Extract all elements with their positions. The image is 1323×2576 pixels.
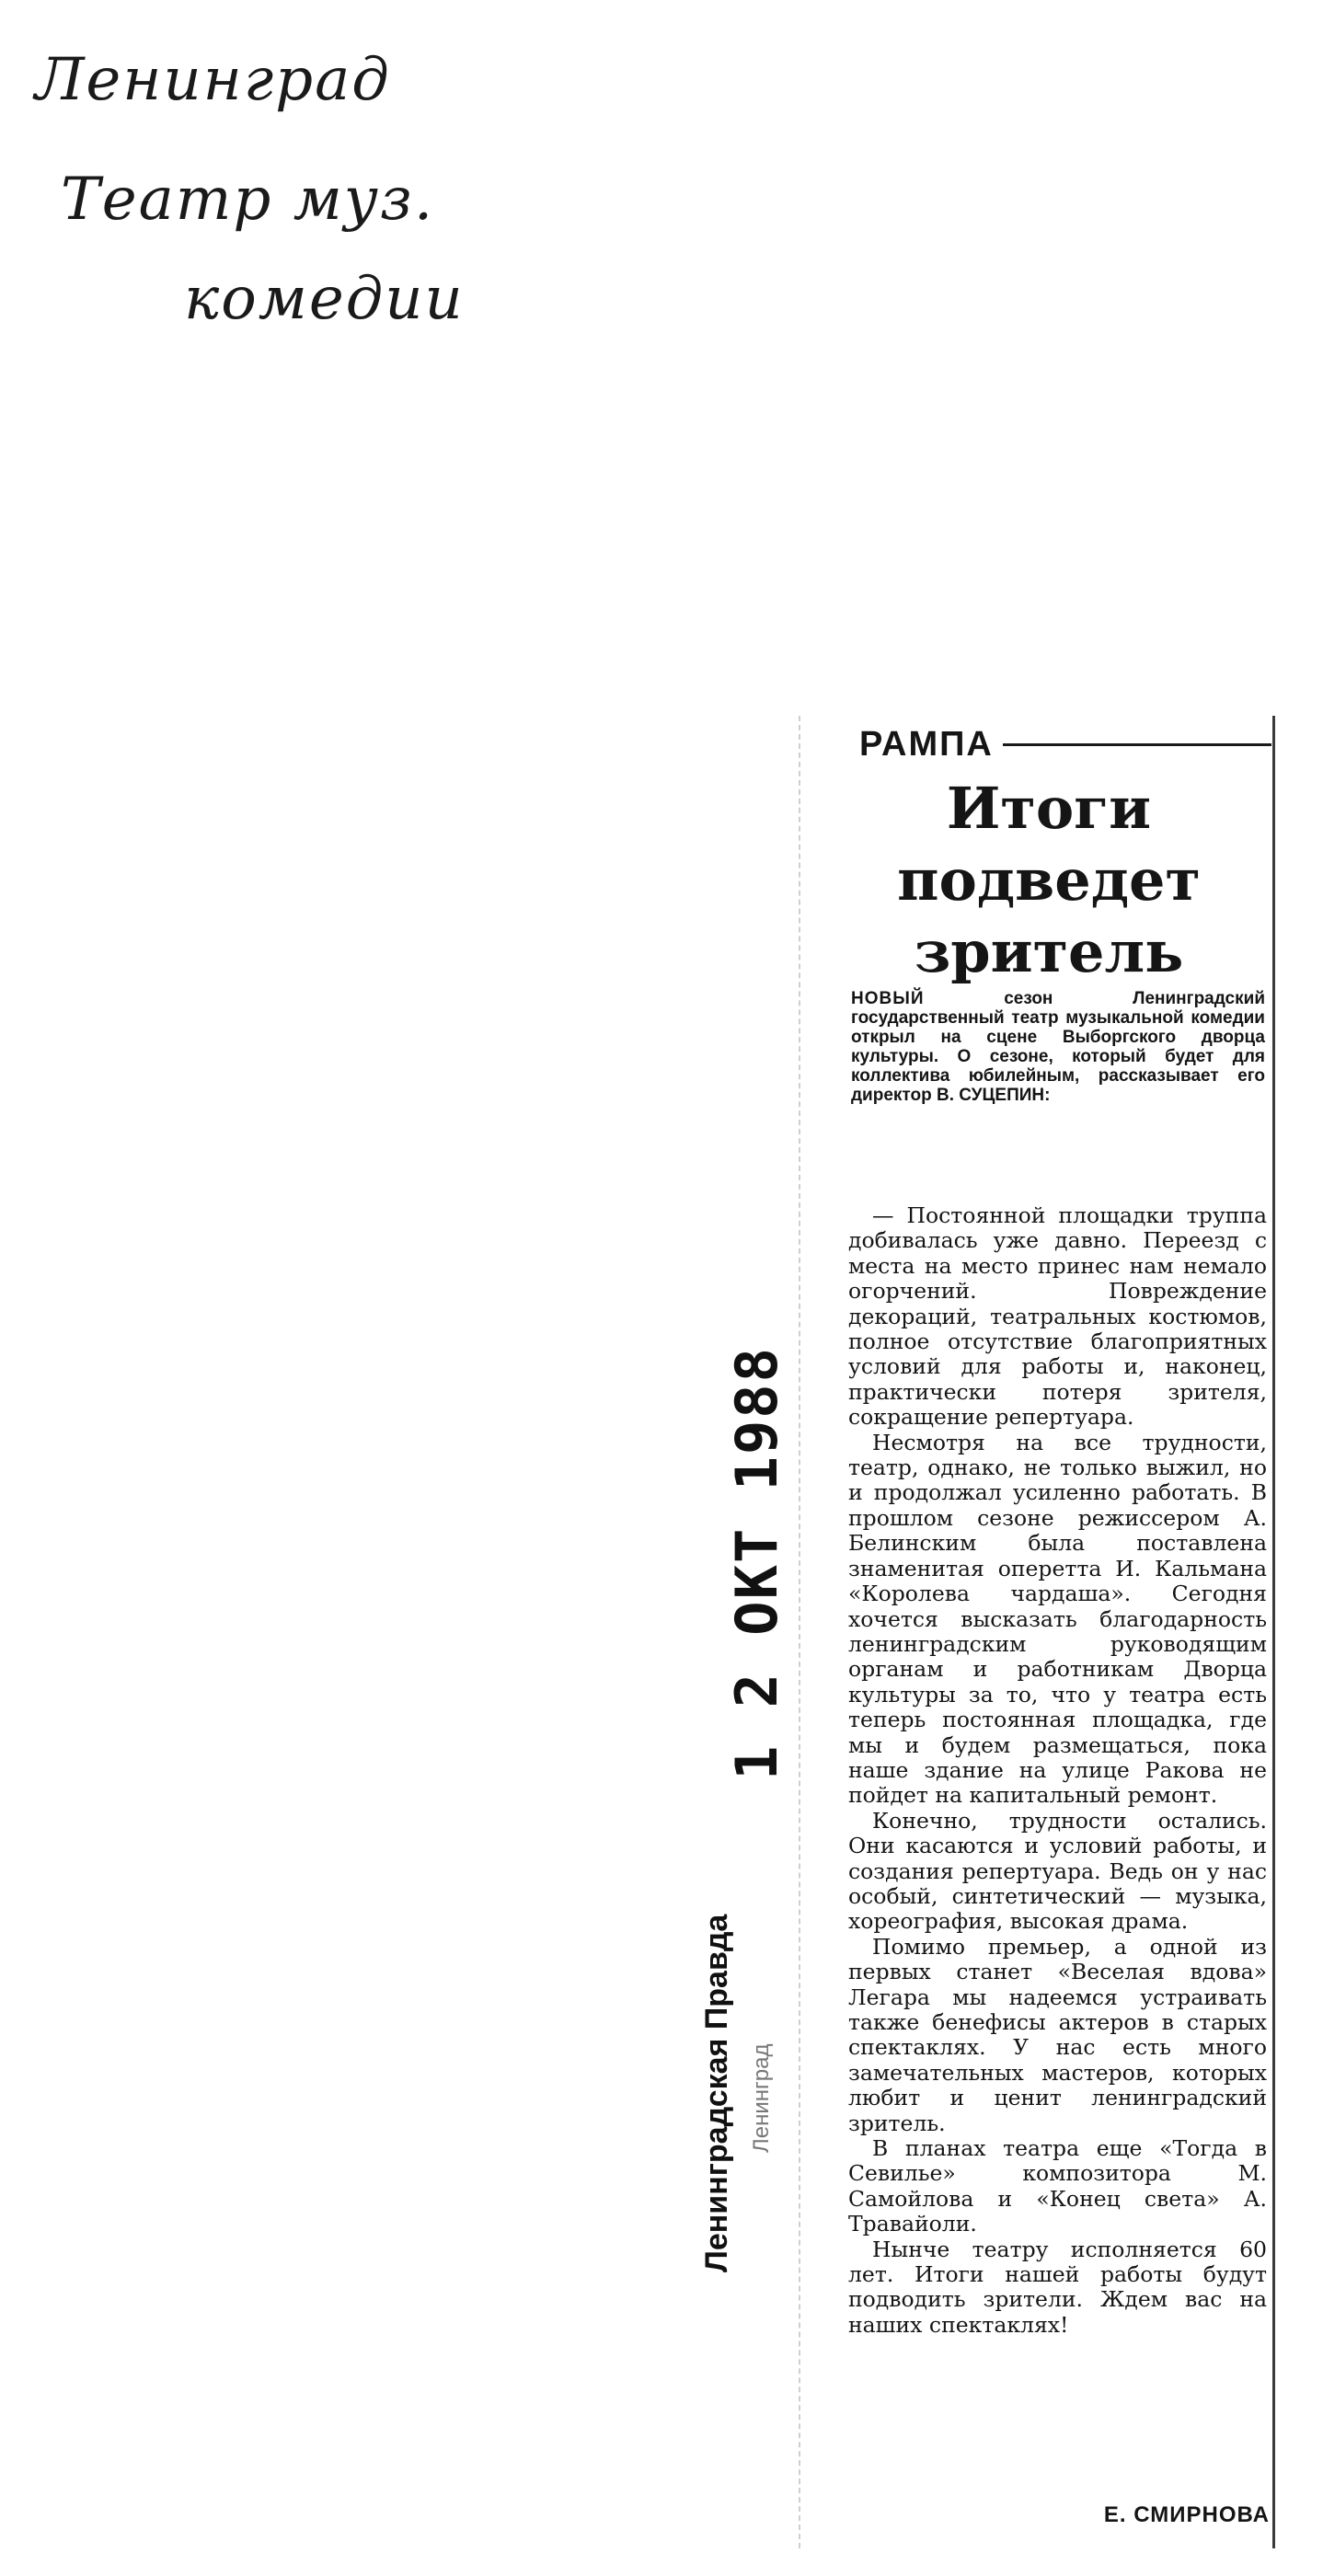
rubric-divider [1003, 743, 1271, 746]
article-body [848, 1203, 1267, 2338]
article-paragraph: — Постоянной площадки труппа добивалась уже давно. Переезд с места на место принес нам немало огорчений. Повреждение декораций, театральных костюмов, полное отсутствие благоприятных условий для работы и, наконец, практически потеря зрителя, сокращение репертуара. [848, 1202, 1267, 1431]
article-paragraph: В планах театра еще «Тогда в Севилье» композитора М. Самойлова и «Конец света» А. Травайоли. [848, 2135, 1267, 2237]
lead-first-word: НОВЫЙ [851, 989, 925, 1008]
article-paragraph: Нынче театру исполняется 60 лет. Итоги нашей работы будут подводить зрители. Ждем вас на наших спектаклях! [848, 2236, 1267, 2338]
newspaper-city-stamp: Ленинград [749, 2043, 774, 2153]
article-paragraph: Помимо премьер, а одной из первых станет «Веселая вдова» Легара мы надеемся устраивать также бенефисы актеров в старых спектаклях. У нас есть много замечательных мастеров, которых любит и ценит ленинградский зритель. [848, 1933, 1267, 2136]
article-paragraph: Конечно, трудности остались. Они касаются и условий работы, и создания репертуара. Ведь он у нас особый, синтетический — музыка, хореография, высокая драма. [848, 1807, 1267, 1935]
newspaper-name-stamp: Ленинградская Правда [699, 1914, 734, 2272]
handwritten-note-city: Ленинград [35, 46, 391, 114]
rubric-row [859, 725, 1271, 765]
article-lead [851, 989, 1265, 1105]
lead-text: сезон Ленинградский государственный театр музыкальной комедии открыл на сцене Выборгского дворца культуры. О сезоне, который будет для коллектива юбилейным, рассказывает его директор В. СУЦЕПИН: [851, 989, 1265, 1105]
handwritten-note-comedy: комедии [184, 265, 465, 333]
article-headline [828, 773, 1270, 988]
handwritten-note-theatre: Театр муз. [61, 166, 435, 234]
headline-line: подведет [897, 846, 1201, 914]
headline-line: зритель [914, 918, 1184, 985]
article-paragraph: Несмотря на все трудности, театр, однако, не только выжил, но и продолжал усиленно работать. В прошлом сезоне режиссером А. Белинским была поставлена знаменитая оперетта И. Кальмана «Королева чардаша». Сегодня хочется высказать благодарность ленинградским руководящим органам и работникам Дворца культуры за то, что у театра есть теперь постоянная площадка, где мы и будем размещаться, пока наше здание на улице Ракова не пойдет на капитальный ремонт. [848, 1429, 1267, 1809]
headline-line: Итоги [946, 775, 1152, 842]
author-signature: Е. СМИРНОВА [1103, 2502, 1270, 2527]
rubric-label: РАМПА [859, 725, 994, 764]
date-stamp: 1 2 ОКТ 1988 [723, 1346, 790, 1780]
